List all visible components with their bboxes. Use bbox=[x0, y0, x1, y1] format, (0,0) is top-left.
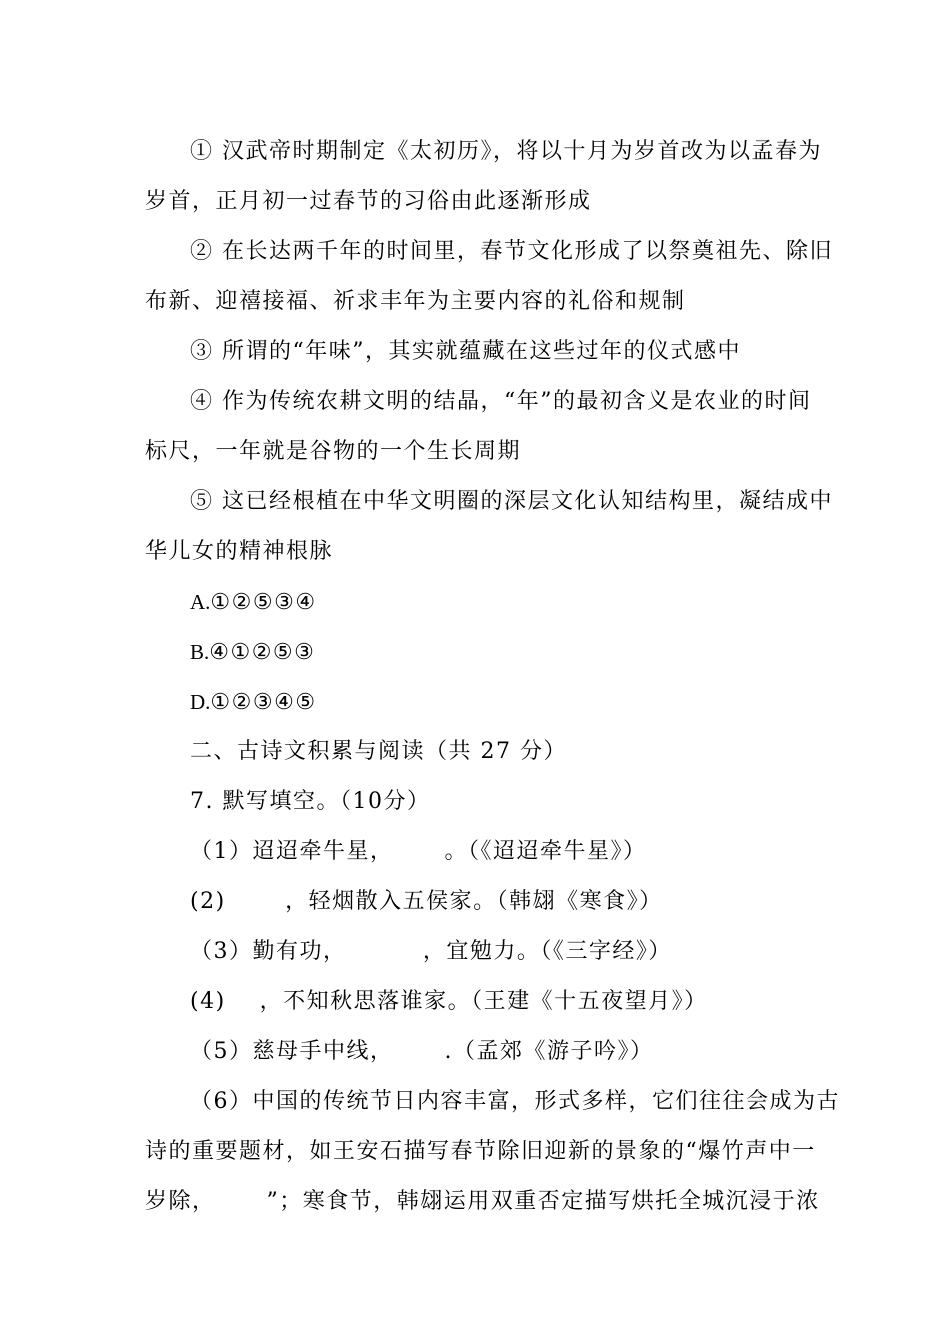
statement-text: 在长达两千年的时间里，春节文化形成了以祭奠祖先、除旧 bbox=[222, 239, 834, 264]
option-a bbox=[190, 587, 317, 618]
statement-5-line-2: 华儿女的精神根脉 bbox=[145, 539, 334, 564]
statement-text: 汉武帝时期制定《太初历》，将以十月为岁首改为以孟春为 bbox=[222, 139, 823, 164]
statement-number: ③ bbox=[190, 339, 214, 364]
option-label: D. bbox=[190, 690, 211, 714]
option-label: A. bbox=[190, 590, 211, 614]
option-label: B. bbox=[190, 640, 210, 664]
statement-4-line-1 bbox=[190, 387, 812, 417]
question-7-item-5: （5）慈母手中线， .（孟郊《游子吟》） bbox=[190, 1039, 654, 1064]
question-7-item-3: （3）勤有功， ，宜勉力。（《三字经》） bbox=[190, 939, 672, 964]
statement-text: 这已经根植在中华文明圈的深层文化认知结构里，凝结成中 bbox=[222, 489, 834, 514]
option-value: ④①②⑤③ bbox=[209, 640, 316, 665]
question-7-item-6-line-2: 诗的重要题材，如王安石描写春节除旧迎新的景象的“爆竹声中一 bbox=[145, 1139, 816, 1164]
statement-1-line-2: 岁首，正月初一过春节的习俗由此逐渐形成 bbox=[145, 189, 592, 214]
option-value: ①②③④⑤ bbox=[210, 690, 317, 715]
question-7-item-6-line-1: （6）中国的传统节日内容丰富，形式多样，它们往往会成为古 bbox=[190, 1089, 840, 1114]
section-heading: 二、古诗文积累与阅读（共 27 分） bbox=[190, 739, 567, 764]
statement-text: 作为传统农耕文明的结晶，“年”的最初含义是农业的时间 bbox=[222, 389, 812, 414]
option-b bbox=[190, 637, 315, 668]
statement-2-line-2: 布新、迎禧接福、祈求丰年为主要内容的礼俗和规制 bbox=[145, 289, 686, 314]
statement-text: 所谓的“年味”，其实就蕴藏在这些过年的仪式感中 bbox=[222, 339, 742, 364]
question-7-item-4: (4) ，不知秋思落谁家。（王建《十五夜望月》） bbox=[190, 989, 708, 1014]
statement-number: ① bbox=[190, 139, 214, 164]
statement-2-line-1 bbox=[190, 237, 833, 267]
statement-5-line-1 bbox=[190, 487, 833, 517]
option-d bbox=[190, 687, 317, 718]
statement-4-line-2: 标尺，一年就是谷物的一个生长周期 bbox=[145, 439, 522, 464]
question-7-item-1: （1）迢迢牵牛星， 。（《迢迢牵牛星》） bbox=[190, 839, 647, 864]
question-7-title: 7. 默写填空。（10分） bbox=[190, 789, 431, 814]
statement-number: ⑤ bbox=[190, 489, 214, 514]
option-value: ①②⑤③④ bbox=[210, 590, 317, 615]
question-7-item-2: (2) ，轻烟散入五侯家。（韩翃《寒食》） bbox=[190, 889, 663, 914]
statement-3-line-1 bbox=[190, 337, 741, 367]
statement-1-line-1 bbox=[190, 137, 822, 167]
statement-number: ② bbox=[190, 239, 214, 264]
statement-number: ④ bbox=[190, 389, 214, 414]
question-7-item-6-line-3: 岁除， ”；寒食节，韩翃运用双重否定描写烘托全城沉浸于浓 bbox=[145, 1189, 820, 1214]
